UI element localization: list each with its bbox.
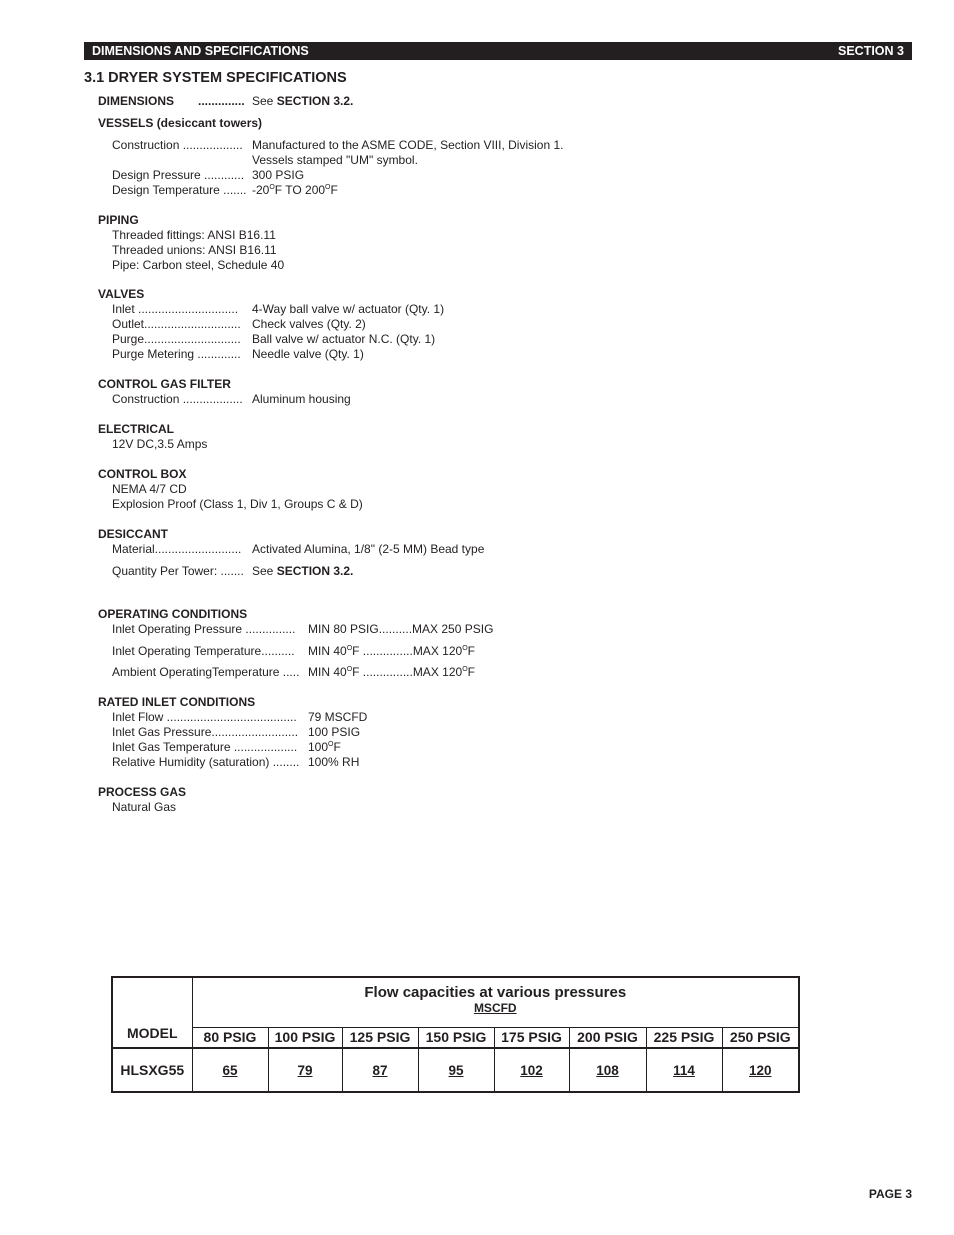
process-gas-line: Natural Gas: [112, 800, 177, 814]
valve-value: Ball valve w/ actuator N.C. (Qty. 1): [252, 332, 436, 346]
valve-label: Inlet ..............................: [112, 302, 239, 316]
model-header: MODEL: [126, 1025, 178, 1041]
operating-pressure-label: Inlet Operating Pressure ...............: [112, 622, 296, 636]
ambient-temp-value: MIN $40^OF$ ...............MAX $120^OF$: [308, 665, 475, 679]
pressure-header: 250 PSIG: [722, 1027, 799, 1048]
header-section-number: SECTION 3: [838, 44, 904, 58]
piping-line: Threaded fittings: ANSI B16.11: [112, 228, 276, 242]
page-number: PAGE 3: [868, 1187, 912, 1201]
flow-capacities-table: [111, 976, 800, 1093]
desiccant-material-value: Activated Alumina, 1/8" (2-5 MM) Bead type: [252, 542, 485, 556]
desiccant-qty-label: Quantity Per Tower: .......: [112, 564, 244, 578]
desiccant-heading: DESICCANT: [98, 527, 169, 541]
valve-value: Needle valve (Qty. 1): [252, 347, 364, 361]
rated-humidity-label: Relative Humidity (saturation) ........: [112, 755, 300, 769]
vessels-construction-value-2: Vessels stamped "UM" symbol.: [252, 153, 418, 167]
page-title: 3.1 DRYER SYSTEM SPECIFICATIONS: [84, 70, 347, 86]
table-title-cell: [192, 977, 799, 1027]
piping-line: Threaded unions: ANSI B16.11: [112, 243, 277, 257]
vessels-heading: VESSELS (desiccant towers): [98, 116, 263, 130]
dimensions-heading: DIMENSIONS: [98, 94, 175, 108]
operating-pressure-value: MIN 80 PSIG..........MAX 250 PSIG: [308, 622, 494, 636]
piping-heading: PIPING: [98, 213, 139, 227]
valve-value: Check valves (Qty. 2): [252, 317, 366, 331]
valve-label: Purge.............................: [112, 332, 241, 346]
piping-line: Pipe: Carbon steel, Schedule 40: [112, 258, 285, 272]
ambient-temp-label: Ambient OperatingTemperature .....: [112, 665, 300, 679]
rated-humidity-value: 100% RH: [308, 755, 360, 769]
header-section-title: DIMENSIONS AND SPECIFICATIONS: [92, 44, 309, 58]
flow-value: 114: [646, 1048, 722, 1092]
pressure-header: 125 PSIG: [342, 1027, 418, 1048]
control-box-heading: CONTROL BOX: [98, 467, 187, 481]
model-header-cell: [112, 977, 192, 1048]
table-title: Flow capacities at various pressures: [364, 984, 627, 1001]
pressure-header: 200 PSIG: [569, 1027, 646, 1048]
rated-flow-value: 79 MSCFD: [308, 710, 368, 724]
rated-flow-label: Inlet Flow .......................................: [112, 710, 297, 724]
flow-value: 108: [569, 1048, 646, 1092]
flow-value: 120: [722, 1048, 799, 1092]
electrical-heading: ELECTRICAL: [98, 422, 174, 436]
control-box-line: Explosion Proof (Class 1, Div 1, Groups C & D): [112, 497, 363, 511]
pressure-header: 225 PSIG: [646, 1027, 722, 1048]
control-gas-filter-value: Aluminum housing: [252, 392, 351, 406]
rated-temp-value: $100^OF$: [308, 740, 341, 754]
valve-label: Outlet.............................: [112, 317, 241, 331]
control-gas-filter-heading: CONTROL GAS FILTER: [98, 377, 231, 391]
dimensions-see: See: [252, 94, 274, 108]
flow-value: 102: [494, 1048, 569, 1092]
dimensions-dots: ..............: [198, 94, 245, 108]
vessels-construction-label: Construction ..................: [112, 138, 243, 152]
flow-value: 95: [418, 1048, 494, 1092]
rated-heading: RATED INLET CONDITIONS: [98, 695, 256, 709]
table-subtitle: MSCFD: [473, 1001, 517, 1015]
operating-heading: OPERATING CONDITIONS: [98, 607, 248, 621]
pressure-header: 150 PSIG: [418, 1027, 494, 1048]
control-gas-filter-label: Construction ..................: [112, 392, 243, 406]
valve-value: 4-Way ball valve w/ actuator (Qty. 1): [252, 302, 445, 316]
operating-temp-value: MIN $40^OF$ ...............MAX $120^OF$: [308, 644, 475, 658]
vessels-temp-label: Design Temperature .......: [112, 183, 247, 197]
vessels-construction-value: Manufactured to the ASME CODE, Section VIII, Division 1.: [252, 138, 564, 152]
flow-value: 79: [268, 1048, 342, 1092]
electrical-line: 12V DC,3.5 Amps: [112, 437, 208, 451]
vessels-pressure-value: 300 PSIG: [252, 168, 305, 182]
model-cell: HLSXG55: [112, 1048, 192, 1092]
desiccant-material-label: Material..........................: [112, 542, 242, 556]
flow-value: 65: [192, 1048, 268, 1092]
header-bar: [84, 42, 912, 60]
rated-temp-label: Inlet Gas Temperature ...................: [112, 740, 298, 754]
operating-temp-label: Inlet Operating Temperature..........: [112, 644, 295, 658]
control-box-line: NEMA 4/7 CD: [112, 482, 187, 496]
valve-label: Purge Metering .............: [112, 347, 241, 361]
vessels-temp-value: $-20^OF$ TO $200^OF$: [252, 183, 338, 197]
table-row: [112, 1048, 799, 1092]
pressure-header: 80 PSIG: [192, 1027, 268, 1048]
rated-pressure-label: Inlet Gas Pressure..........................: [112, 725, 299, 739]
pressure-header: 100 PSIG: [268, 1027, 342, 1048]
process-gas-heading: PROCESS GAS: [98, 785, 187, 799]
dimensions-ref: SECTION 3.2.: [276, 94, 354, 108]
pressure-header: 175 PSIG: [494, 1027, 569, 1048]
valves-heading: VALVES: [98, 287, 145, 301]
rated-pressure-value: 100 PSIG: [308, 725, 361, 739]
dimensions-value: [252, 94, 353, 108]
desiccant-qty-value: See SECTION 3.2.: [252, 564, 354, 578]
vessels-pressure-label: Design Pressure ............: [112, 168, 245, 182]
flow-value: 87: [342, 1048, 418, 1092]
